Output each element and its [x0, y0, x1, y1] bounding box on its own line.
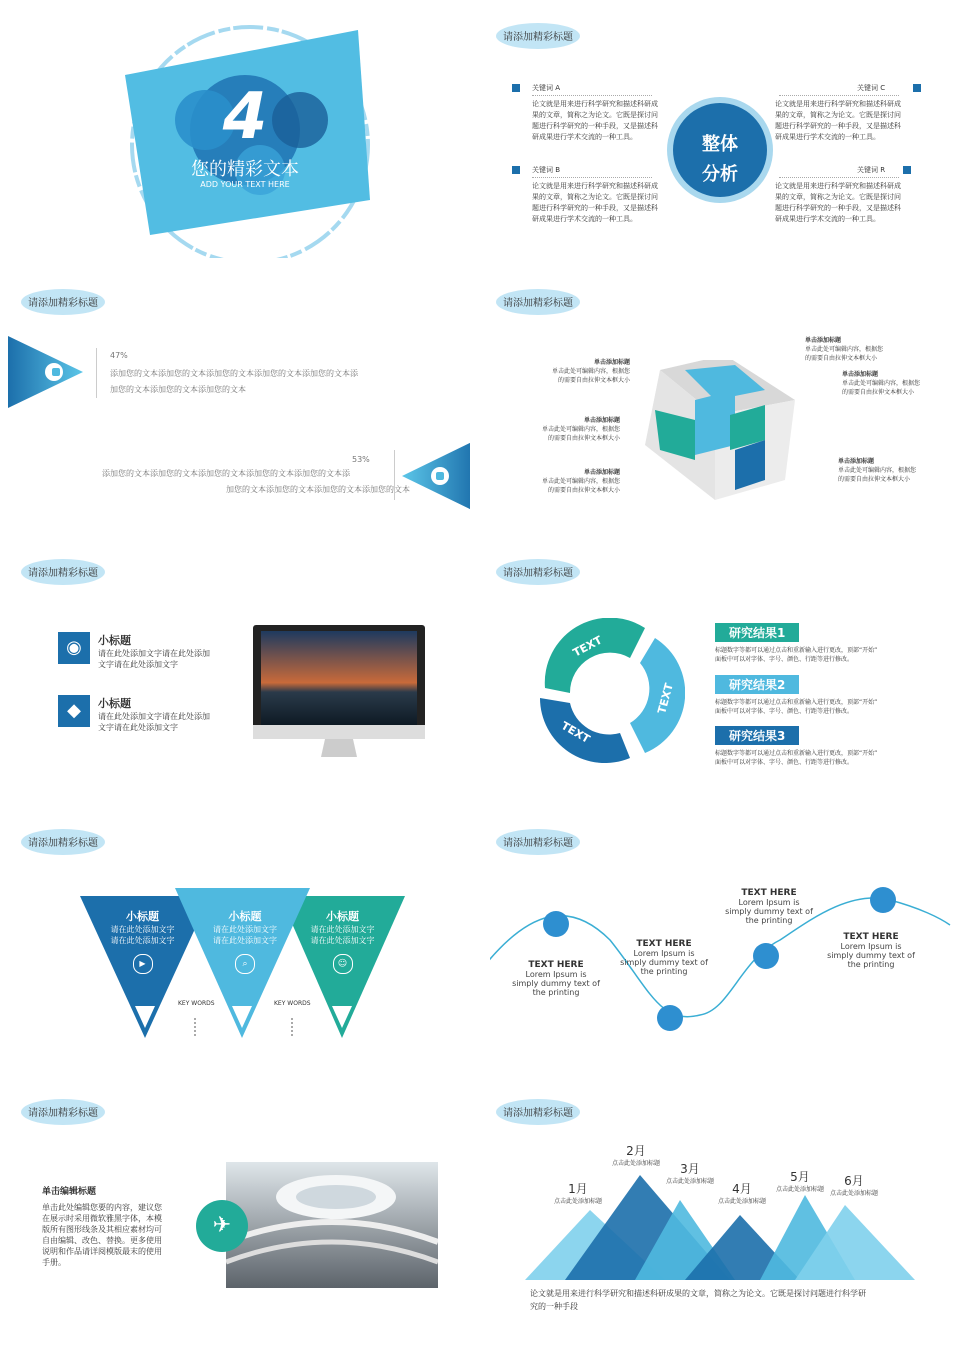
result-1: 研究结果1 标题数字等都可以通过点击和重新输入进行更改，顶部“开始” 面板中可以对字体、字号、颜色、行距等进行修改。: [715, 622, 955, 664]
result-3: 研究结果3 标题数字等都可以通过点击和重新输入进行更改，顶部“开始” 面板中可以对字体、字号、颜色、行距等进行修改。: [715, 725, 955, 767]
text-2b: 加您的文本添加您的文本添加您的文本添加您的文本: [226, 485, 410, 494]
globe-icon: ◉: [58, 632, 90, 664]
center-text-2: 分析: [702, 164, 738, 185]
slide-3: [0, 270, 470, 528]
body-line-1: 论文就是用来进行科学研究和描述科研成果的文章，简称之为论文。它既是探讨问题进行科学研: [530, 1289, 866, 1298]
edit-body: 单击此处编辑您要的内容，建议您 在展示时采用微软雅黑字体，本模 版所有图形线条及其相应素材均可 自由编辑、改色、替换。更多使用 说明和作品请详阅模版最末的使用 手册。: [42, 1203, 162, 1267]
month-2: 2月 点击此处添加标题: [611, 1144, 660, 1167]
title-badge: 请添加精彩标题: [495, 16, 581, 56]
slide-title: 您的精彩文本: [191, 159, 299, 180]
month-5: 5月 点击此处添加标题: [775, 1170, 824, 1193]
title-badge: 请添加精彩标题: [20, 822, 106, 862]
square-icon: [512, 84, 520, 92]
percent-2: 53%: [352, 455, 370, 464]
point-1: TEXT HERE Lorem Ipsum is simply dummy text of the printing: [512, 960, 600, 997]
callout-1: 单击添加标题 单击此处可编辑内容，根据您 的需要自由拉伸文本框大小: [551, 359, 630, 384]
callout-2: 单击添加标题 单击此处可编辑内容，根据您 的需要自由拉伸文本框大小: [541, 417, 620, 442]
slide-5: 请添加精彩标题 ◉ 小标题 请在此处添加文字请在此处添加 文字请在此处添加文字 ◆ 小标题 请在此处添加文字请在此处添加 文字请在此处添加文字: [0, 540, 470, 798]
user-icon: ☺: [333, 954, 353, 974]
square-icon: [512, 166, 520, 174]
text-1b: 加您的文本添加您的文本添加您的文本: [110, 385, 246, 394]
slide-6: [490, 540, 960, 798]
slide-2: 请添加精彩标题 关键词 A 论文就是用来进行科学研究和描述科研成果的文章，简称之为论文。它既是探讨问题进行科学研究的一种手段，又是描述科研成果进行学术交流的一种工具。 关键词 B 论文就是用来进行科学研究和描述科研成果的文章，简称之为论文。它既是探讨问题进行科学研究的一种手段，又是描述科研成果进行学术交流的一种工具。 整体 分析 关键词 C 论文就是用来进行科学研究和描述科研成果的文章，简称之为论文。它既是探讨问题进行科学研究的一种手段，又是描述科研成果进行学术交流的一种工具。 关键词 R 论文就是用来进行科学研究和描述科研成果的文章，简称之为论文。它既是探讨问题进行科学研究的一种手段，又是描述科研成果进行学术交流的一种工具。: [490, 0, 960, 258]
tag-icon: ◆: [58, 695, 90, 727]
item-title-2: 小标题: [98, 697, 131, 710]
edit-title: 单击编辑标题: [42, 1187, 97, 1197]
text-1a: 添加您的文本添加您的文本添加您的文本添加您的文本添加您的文本添: [110, 369, 358, 378]
body-line-2: 究的一种手段: [530, 1302, 578, 1311]
play-icon: ▶: [133, 954, 153, 974]
callout-5: 单击添加标题 单击此处可编辑内容，根据您 的需要自由拉伸文本框大小: [842, 371, 921, 396]
month-3: 3月 点击此处添加标题: [665, 1162, 714, 1185]
square-icon: [903, 166, 911, 174]
slide-8: [490, 810, 960, 1068]
slide-10: [490, 1080, 960, 1352]
slide-number: 4: [222, 80, 268, 154]
title-badge: 请添加精彩标题: [495, 282, 581, 322]
point-4: TEXT HERE Lorem Ipsum is simply dummy text of the printing: [827, 932, 915, 969]
slide-subtitle: ADD YOUR TEXT HERE: [200, 180, 290, 189]
title-badge: 请添加精彩标题: [495, 822, 581, 862]
title-badge: 请添加精彩标题: [20, 1092, 106, 1132]
title-badge: 请添加精彩标题: [20, 552, 106, 592]
square-icon: [913, 84, 921, 92]
key-words-1: KEY WORDS: [178, 1000, 215, 1007]
center-text-1: 整体: [702, 134, 738, 155]
title-badge: 请添加精彩标题: [495, 1092, 581, 1132]
slide-7: [0, 810, 470, 1068]
chart-icon: [436, 472, 444, 480]
month-4: 4月 点击此处添加标题: [717, 1182, 766, 1205]
slide-1: [0, 0, 470, 258]
point-3: TEXT HERE Lorem Ipsum is simply dummy text of the printing: [725, 888, 813, 925]
slide-4: [490, 270, 960, 528]
title-badge: 请添加精彩标题: [20, 282, 106, 322]
text-2a: 添加您的文本添加您的文本添加您的文本添加您的文本添加您的文本添: [102, 469, 350, 478]
arrow-text-1: TEXT: [570, 633, 605, 660]
month-6: 6月 点击此处添加标题: [829, 1174, 878, 1197]
tri-1: 小标题 请在此处添加文字 请在此处添加文字 ▶: [95, 908, 190, 974]
arrow-text-3: TEXT: [558, 719, 593, 746]
month-1: 1月 点击此处添加标题: [553, 1182, 602, 1205]
percent-1: 47%: [110, 351, 128, 360]
monitor-image: [253, 625, 425, 760]
callout-3: 单击添加标题 单击此处可编辑内容，根据您 的需要自由拉伸文本框大小: [541, 469, 620, 494]
search-icon: ⌕: [235, 954, 255, 974]
triangle-pointer-left: [8, 336, 83, 408]
puzzle-cube: [635, 360, 795, 510]
point-2: TEXT HERE Lorem Ipsum is simply dummy text of the printing: [620, 939, 708, 976]
tri-3: 小标题 请在此处添加文字 请在此处添加文字 ☺: [295, 908, 390, 974]
callout-6: 单击添加标题 单击此处可编辑内容，根据您 的需要自由拉伸文本框大小: [838, 458, 917, 483]
result-2: 研究结果2 标题数字等都可以通过点击和重新输入进行更改，顶部“开始” 面板中可以对字体、字号、颜色、行距等进行修改。: [715, 674, 955, 716]
plane-icon: ✈: [196, 1200, 248, 1252]
slide-9: [0, 1080, 470, 1338]
badge-icon: [52, 368, 60, 376]
arrow-text-2: TEXT: [655, 681, 676, 716]
callout-4: 单击添加标题 单击此处可编辑内容，根据您 的需要自由拉伸文本框大小: [805, 337, 884, 362]
building-photo: [226, 1162, 438, 1288]
tri-2: 小标题 请在此处添加文字 请在此处添加文字 ⌕: [195, 908, 295, 974]
item-title-1: 小标题: [98, 634, 131, 647]
key-words-2: KEY WORDS: [274, 1000, 311, 1007]
title-badge: 请添加精彩标题: [495, 552, 581, 592]
